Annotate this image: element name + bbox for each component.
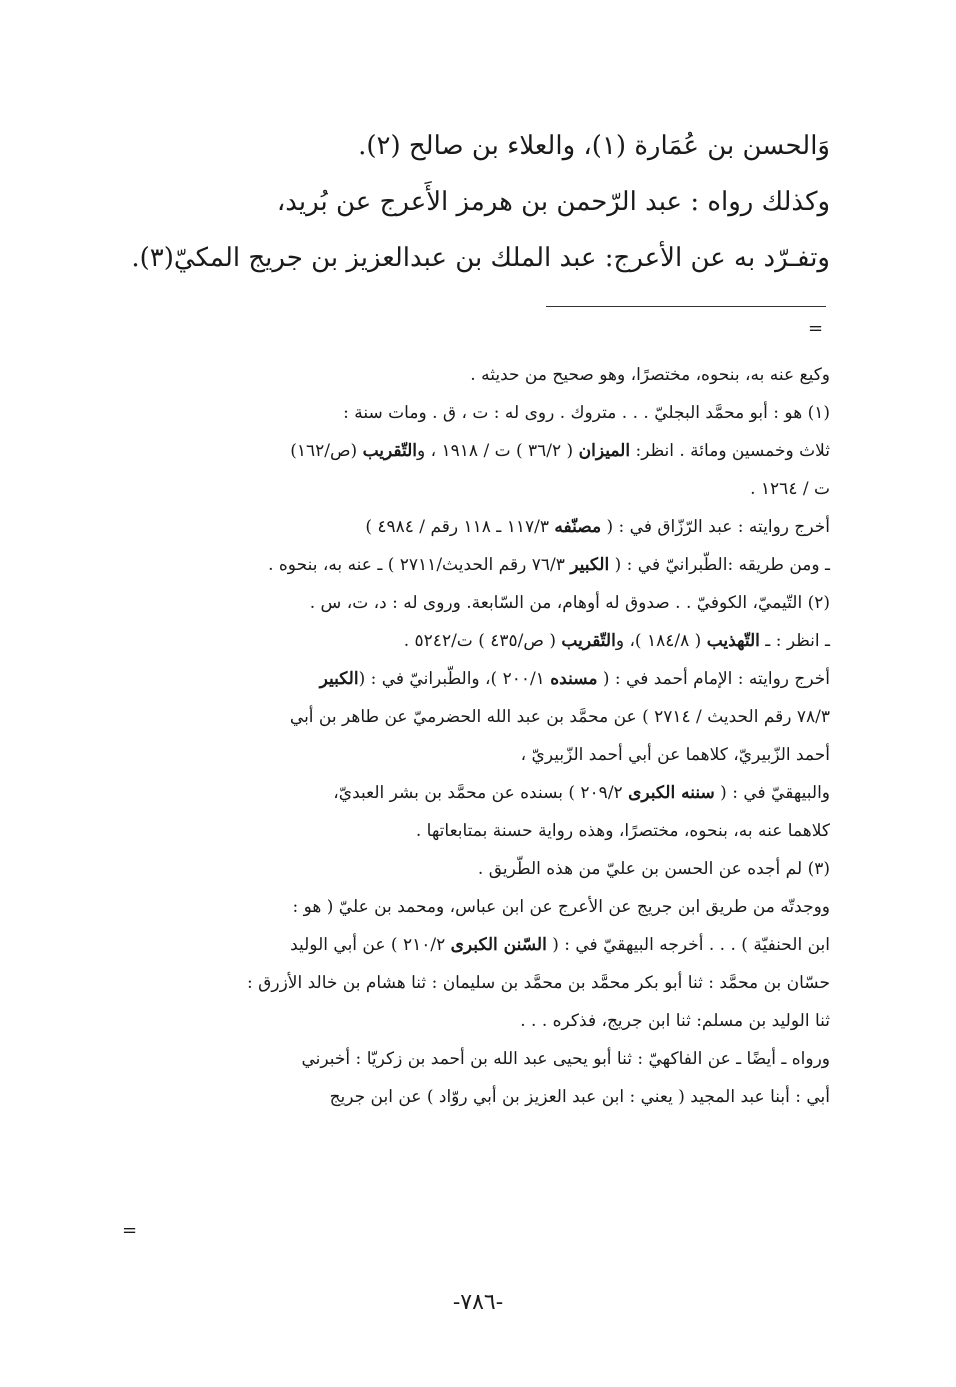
main-line-2: وكذلك رواه : عبد الرّحمن بن هرمز الأَعرج عن بُريد، <box>276 187 830 217</box>
footnote-1-line-3: ت / ١٢٦٤ . <box>750 479 830 499</box>
source-title: مسنده <box>550 669 598 689</box>
footnote-3-line-4: حسّان بن محمَّد : ثنا أبو بكر محمَّد بن محمَّد بن سليمان : ثنا هشام بن خالد الأزرق : <box>247 973 830 993</box>
footnote-2-line-4: ٧٨/٣ رقم الحديث / ٢٧١٤ ) عن محمَّد بن عبد الله الحضرميّ عن طاهر بن أبي <box>289 707 830 727</box>
source-title: الكبير <box>570 555 610 575</box>
footnote-2-line-6: والبيهقيّ في : ( سننه الكبرى ٢٠٩/٢ ) بسنده عن محمَّد بن بشر العبديّ، <box>333 783 830 803</box>
footnote-continuation: وكيع عنه به، بنحوه، مختصرًا، وهو صحيح من حديثه . <box>470 365 830 385</box>
footnote-1-line-1: (١) هو : أبو محمَّد البجليّ . . . متروك . روى له : ت ، ق . ومات سنة : <box>343 403 830 423</box>
footnote-3-line-7: أبي : أبنا عبد المجيد ( يعني : ابن عبد العزيز بن أبي روّاد ) عن ابن جريج <box>329 1087 830 1107</box>
footnote-2-line-2: ـ انظر : ـ التّهذيب ( ١٨٤/٨ )، والتّقريب ( ص/٤٣٥ ) ت/٥٢٤٢ . <box>403 631 830 651</box>
footnote-2-line-3: أخرج روايته : الإمام أحمد في : ( مسنده ٢٠٠/١ )، والطّبرانيّ في : (الكبير <box>319 669 830 689</box>
footnote-3-line-3: ابن الحنفيّة ) . . . أخرجه البيهقيّ في : ( السّنن الكبرى ٢١٠/٢ ) عن أبي الوليد <box>290 935 830 955</box>
source-title: سننه الكبرى <box>628 783 715 803</box>
main-line-3: وتفـرّد به عن الأعرج: عبد الملك بن عبدالعزيز بن جريج المكيّ(٣). <box>131 243 830 273</box>
source-title: التّقريب <box>362 441 417 461</box>
footnote-divider <box>546 306 826 307</box>
main-body-text <box>110 118 830 286</box>
continuation-mark-bottom: = <box>122 1220 138 1241</box>
source-title: السّنن الكبرى <box>450 935 547 955</box>
source-title: التّهذيب <box>706 631 760 651</box>
source-title: مصنّفه <box>554 517 602 537</box>
footnote-1-line-4: أخرج روايته : عبد الرّزّاق في : ( مصنّفه ١١٧/٣ ـ ١١٨ رقم / ٤٩٨٤ ) <box>365 517 830 537</box>
source-title: التّقريب <box>561 631 616 651</box>
source-title: الميزان <box>578 441 631 461</box>
footnote-2-line-1: (٢) التّيميّ، الكوفيّ . . صدوق له أوهام، من السّابعة. وروى له : د، ت، س . <box>309 593 830 613</box>
page-number: -٧٨٦- <box>452 1290 504 1315</box>
footnote-3-line-1: (٣) لم أجده عن الحسن بن عليّ من هذه الطّريق . <box>477 859 830 879</box>
footnote-3-line-6: ورواه ـ أيضًا ـ عن الفاكهيّ : ثنا أبو يحيى عبد الله بن أحمد بن زكريّا : أخبرني <box>301 1049 830 1069</box>
footnote-2-line-7: كلاهما عنه به، بنحوه، مختصرًا، وهذه رواية حسنة بمتابعاتها . <box>415 821 830 841</box>
continuation-mark-top: = <box>808 318 824 339</box>
source-title: الكبير <box>319 669 359 689</box>
main-line-1: وَالحسن بن عُمَارة (١)، والعلاء بن صالح (٢). <box>358 131 830 161</box>
footnote-2-line-5: أحمد الزّبيريّ، كلاهما عن أبي أحمد الزّبيريّ ، <box>520 745 830 765</box>
footnote-3-line-2: ووجدتّه من طريق ابن جريج عن الأعرج عن ابن عباس، ومحمد بن عليّ ( هو : <box>292 897 830 917</box>
footnotes-section <box>112 356 830 1116</box>
footnote-1-line-5: ـ ومن طريقه :الطّبرانيّ في : ( الكبير ٧٦/٣ رقم الحديث/٢٧١١ ) ـ عنه به، بنحوه . <box>268 555 830 575</box>
footnote-1-line-2: ثلاث وخمسين ومائة . انظر: الميزان ( ٣٦/٢ ) ت / ١٩١٨ ، والتّقريب (ص/١٦٢) <box>290 441 830 461</box>
footnote-3-line-5: ثنا الوليد بن مسلم: ثنا ابن جريج، فذكره . . . <box>520 1011 830 1031</box>
